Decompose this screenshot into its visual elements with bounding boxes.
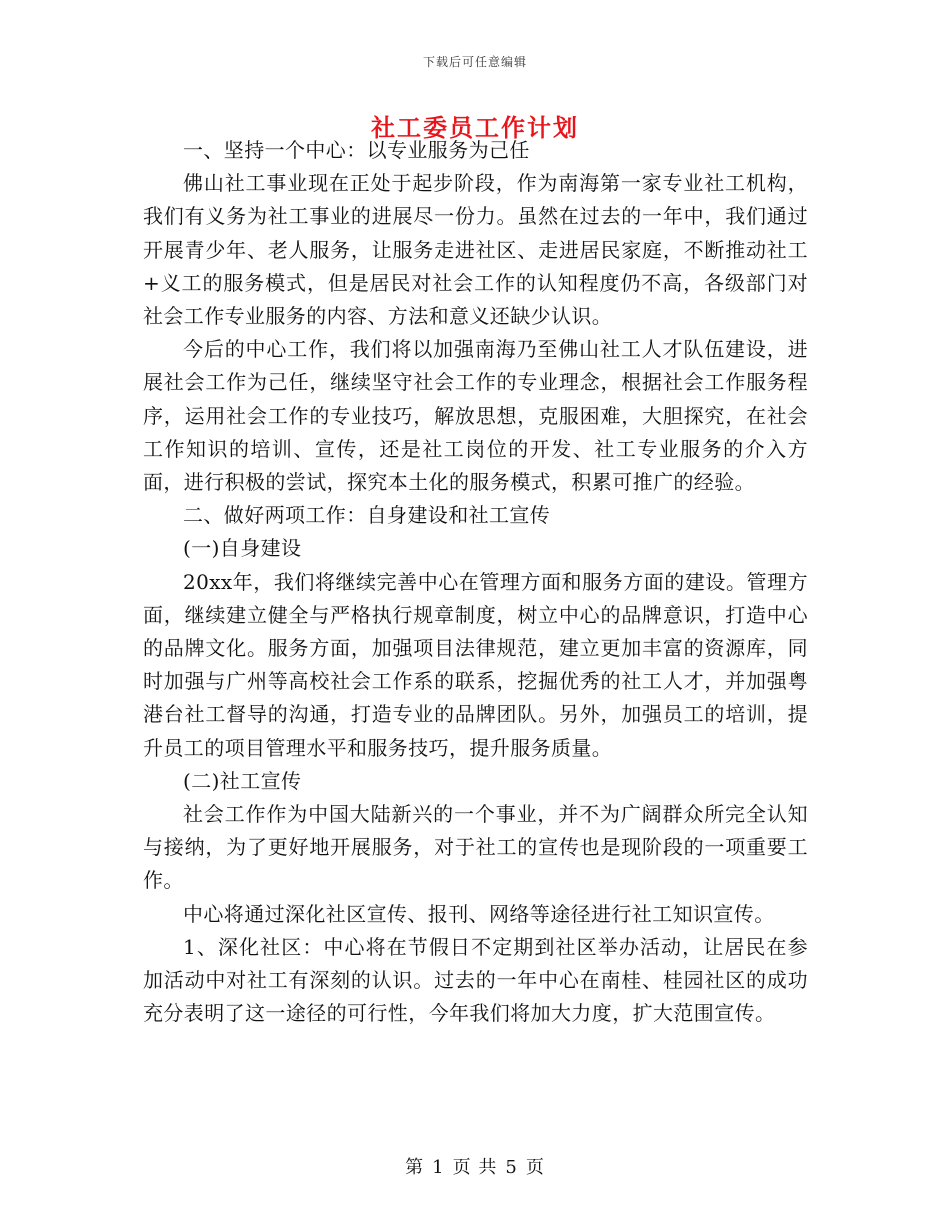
footer-page-number: 1 [432,1157,445,1178]
paragraph-future-work: 今后的中心工作，我们将以加强南海乃至佛山社工人才队伍建设，进展社会工作为己任，继续坚守社会工作的专业理念，根据社会工作服务程序，运用社会工作的专业技巧，解放思想，克服困难，大胆探究，在社会工作知识的培训、宣传，还是社工岗位的开发、社工专业服务的介入方面，进行积极的尝试，探究本土化的服务模式，积累可推广的经验。 [143,337,808,495]
header-note: 下载后可任意编辑 [422,55,527,69]
footer-suffix: 页 [525,1157,545,1178]
section-heading-2: 二、做好两项工作：自身建设和社工宣传 [183,503,551,528]
paragraph-publicity-intro: 社会工作作为中国大陆新兴的一个事业，并不为广阔群众所完全认知与接纳，为了更好地开展服务，对于社工的宣传也是现阶段的一项重要工作。 [143,802,808,893]
paragraph-self-building: 20xx年，我们将继续完善中心在管理方面和服务方面的建设。管理方面，继续建立健全与严格执行规章制度，树立中心的品牌意识，打造中心的品牌文化。服务方面，加强项目法律规范，建立更加丰富的资源库，同时加强与广州等高校社会工作系的联系，挖掘优秀的社工人才，并加强粤港台社工督导的沟通，打造专业的品牌团队。另外，加强员工的培训，提升员工的项目管理水平和服务技巧，提升服务质量。 [143,569,808,760]
document-body [143,134,808,1030]
subsection-heading-self-building: (一)自身建设 [183,536,302,561]
page-footer [0,1153,950,1179]
footer-mid: 页 共 [452,1157,498,1178]
subsection-heading-publicity: (二)社工宣传 [183,768,302,793]
footer-total-pages: 5 [505,1157,518,1178]
paragraph-publicity-channels: 中心将通过深化社区宣传、报刊、网络等途径进行社工知识宣传。 [183,901,775,926]
paragraph-background: 佛山社工事业现在正处于起步阶段，作为南海第一家专业社工机构，我们有义务为社工事业的进展尽一份力。虽然在过去的一年中，我们通过开展青少年、老人服务，让服务走进社区、走进居民家庭，不断推动社工+义工的服务模式，但是居民对社会工作的认知程度仍不高，各级部门对社会工作专业服务的内容、方法和意义还缺少认识。 [143,171,808,329]
paragraph-community: 1、深化社区：中心将在节假日不定期到社区举办活动，让居民在参加活动中对社工有深刻的认识。过去的一年中心在南桂、桂园社区的成功充分表明了这一途径的可行性，今年我们将加大力度，扩大范围宣传。 [143,934,808,1026]
document-title: 社工委员工作计划 [371,113,579,142]
footer-prefix: 第 [405,1157,425,1178]
section-heading-1: 一、坚持一个中心：以专业服务为己任 [183,138,530,162]
